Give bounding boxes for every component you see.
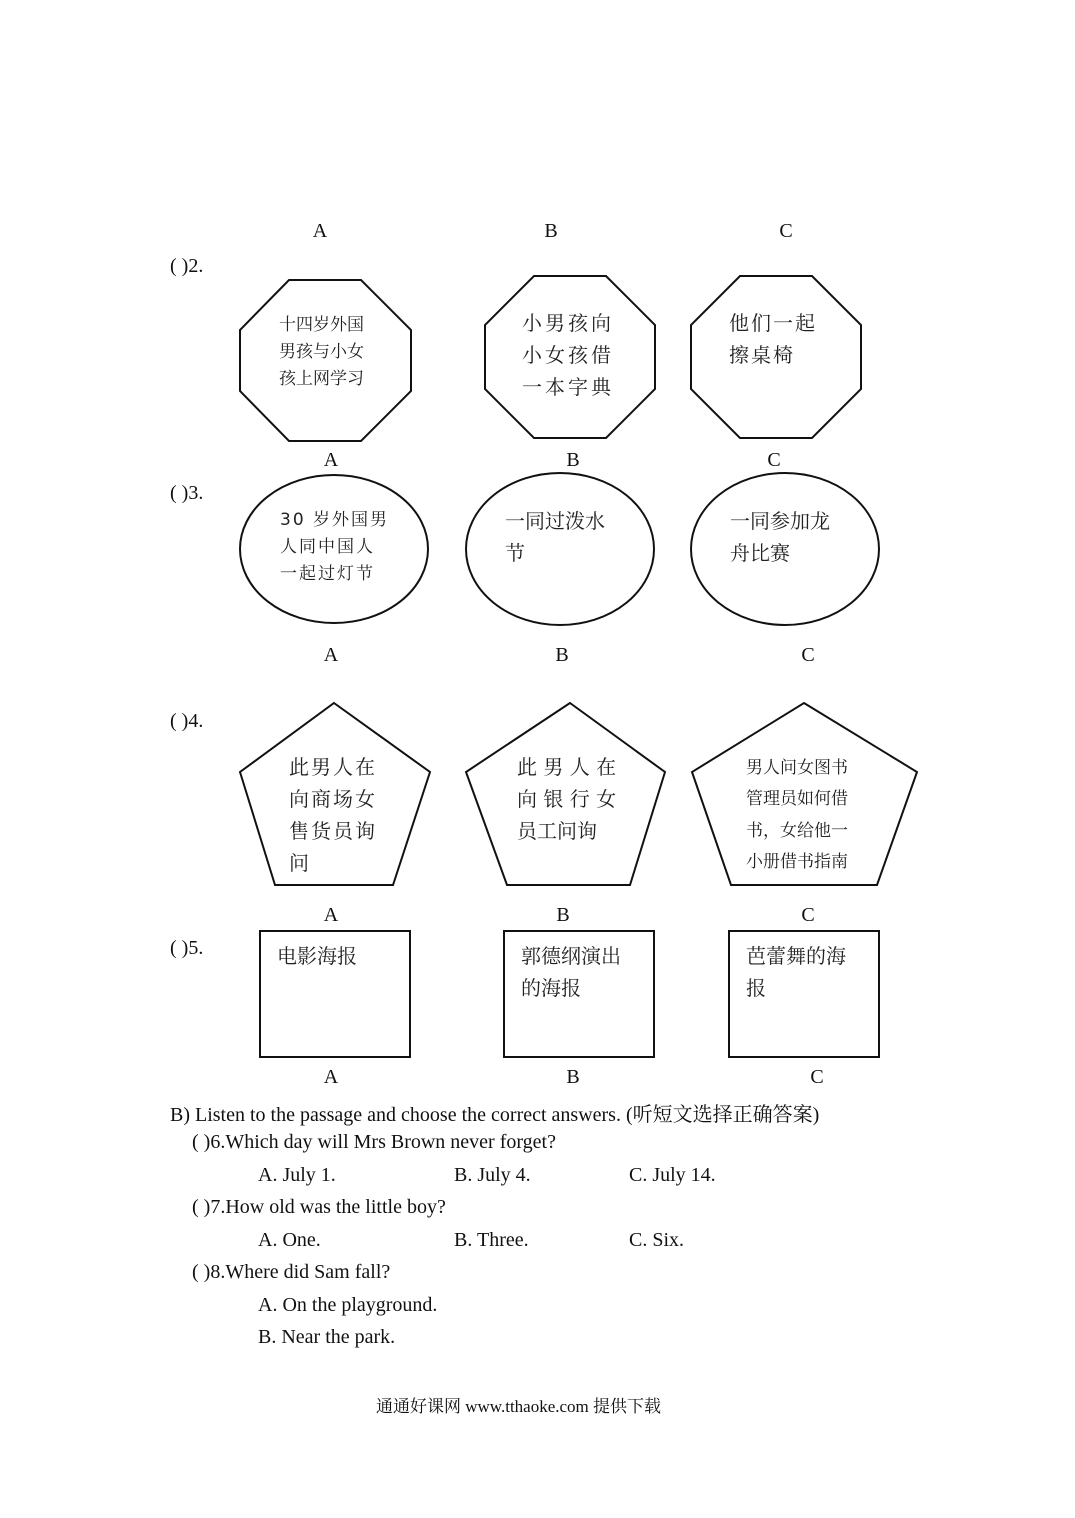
q8-option-b: B. Near the park. xyxy=(258,1326,396,1348)
q2-label-b: B xyxy=(566,449,580,471)
question-6 xyxy=(192,1131,556,1154)
q2-label-a: A xyxy=(323,449,339,471)
question-8-number: ( )8. xyxy=(192,1261,226,1283)
q3-option-a-text xyxy=(280,507,389,589)
text-line: 此 男 人 在 xyxy=(517,755,617,779)
q3-label-b: B xyxy=(555,644,569,666)
q4-label-a: A xyxy=(323,904,339,926)
text-line: 一同过泼水 xyxy=(505,509,605,533)
question-7-number: ( )7. xyxy=(192,1196,226,1218)
q8-option-a: A. On the playground. xyxy=(258,1294,438,1316)
question-3-number: ( )3. xyxy=(170,482,204,504)
text-line: 人同中国人 xyxy=(280,537,375,558)
question-7 xyxy=(192,1196,446,1219)
q4-label-b: B xyxy=(556,904,570,926)
question-7-text: How old was the little boy? xyxy=(225,1196,446,1218)
text-line: 他们一起 xyxy=(729,311,817,335)
q4-option-a-text xyxy=(289,751,377,879)
top-label-c: C xyxy=(779,220,793,242)
q5-option-a-text xyxy=(277,940,357,972)
q5-label-a: A xyxy=(323,1066,339,1088)
text-line: 一起过灯节 xyxy=(280,564,375,585)
text-line: 售货员询 xyxy=(289,819,377,843)
text-line: 擦桌椅 xyxy=(729,343,795,367)
question-8 xyxy=(192,1261,390,1284)
q3-label-a: A xyxy=(323,644,339,666)
q2-option-b-text xyxy=(522,307,614,403)
text-line: 一同参加龙 xyxy=(730,509,830,533)
text-line: 电影海报 xyxy=(277,944,357,968)
q3-label-c: C xyxy=(801,644,815,666)
q6-option-a: A. July 1. xyxy=(258,1164,336,1186)
text-line: 芭蕾舞的海 xyxy=(746,944,846,968)
q3-option-c-text xyxy=(730,505,830,569)
footer-text: 通通好课网 www.tthaoke.com 提供下载 xyxy=(376,1397,662,1416)
question-5-number: ( )5. xyxy=(170,937,204,959)
text-line: 此男人在 xyxy=(289,755,377,779)
q5-option-b-text xyxy=(521,940,621,1004)
q7-option-b: B. Three. xyxy=(454,1229,529,1251)
text-line: 节 xyxy=(505,541,525,565)
q2-option-a-text xyxy=(279,312,364,394)
section-b-heading: B) Listen to the passage and choose the correct answers. (听短文选择正确答案) xyxy=(170,1104,820,1126)
text-line: 男人问女图书 xyxy=(746,758,848,778)
text-line: 舟比赛 xyxy=(730,541,790,565)
text-line: 的海报 xyxy=(521,976,581,1000)
q4-label-c: C xyxy=(801,904,815,926)
text-line: 孩上网学习 xyxy=(279,369,364,390)
q4-option-b-text xyxy=(517,751,616,847)
q4-option-c-text xyxy=(746,753,848,879)
text-line: 小册借书指南 xyxy=(746,852,848,873)
text-line: 员工问询 xyxy=(517,819,597,843)
text-line: 30 岁外国男 xyxy=(280,510,390,530)
q2-label-c: C xyxy=(767,449,781,471)
text-line: 小男孩向 xyxy=(522,311,614,335)
question-2-number: ( )2. xyxy=(170,255,204,277)
q7-option-a: A. One. xyxy=(258,1229,321,1251)
text-line: 问 xyxy=(289,851,311,875)
q6-option-c: C. July 14. xyxy=(629,1164,716,1186)
question-6-number: ( )6. xyxy=(192,1131,226,1153)
text-line: 向商场女 xyxy=(289,787,377,811)
top-label-b: B xyxy=(544,220,558,242)
question-6-text: Which day will Mrs Brown never forget? xyxy=(225,1131,556,1153)
text-line: 报 xyxy=(746,976,766,1000)
text-line: 男孩与小女 xyxy=(279,342,364,363)
q5-label-c: C xyxy=(810,1066,824,1088)
text-line: 管理员如何借 xyxy=(746,789,848,810)
question-4-number: ( )4. xyxy=(170,710,204,732)
q5-option-c-text xyxy=(746,940,846,1004)
question-8-text: Where did Sam fall? xyxy=(225,1261,391,1283)
text-line: 书，女给他一 xyxy=(746,820,848,841)
text-line: 一本字典 xyxy=(522,375,614,399)
q3-option-b-text xyxy=(505,505,605,569)
top-label-a: A xyxy=(312,220,328,242)
text-line: 小女孩借 xyxy=(522,343,614,367)
q2-option-c-text xyxy=(729,307,817,371)
q6-option-b: B. July 4. xyxy=(454,1164,531,1186)
text-line: 十四岁外国 xyxy=(279,315,364,335)
text-line: 向 银 行 女 xyxy=(517,787,617,811)
q7-option-c: C. Six. xyxy=(629,1229,685,1251)
text-line: 郭德纲演出 xyxy=(521,944,621,968)
q5-label-b: B xyxy=(566,1066,580,1088)
